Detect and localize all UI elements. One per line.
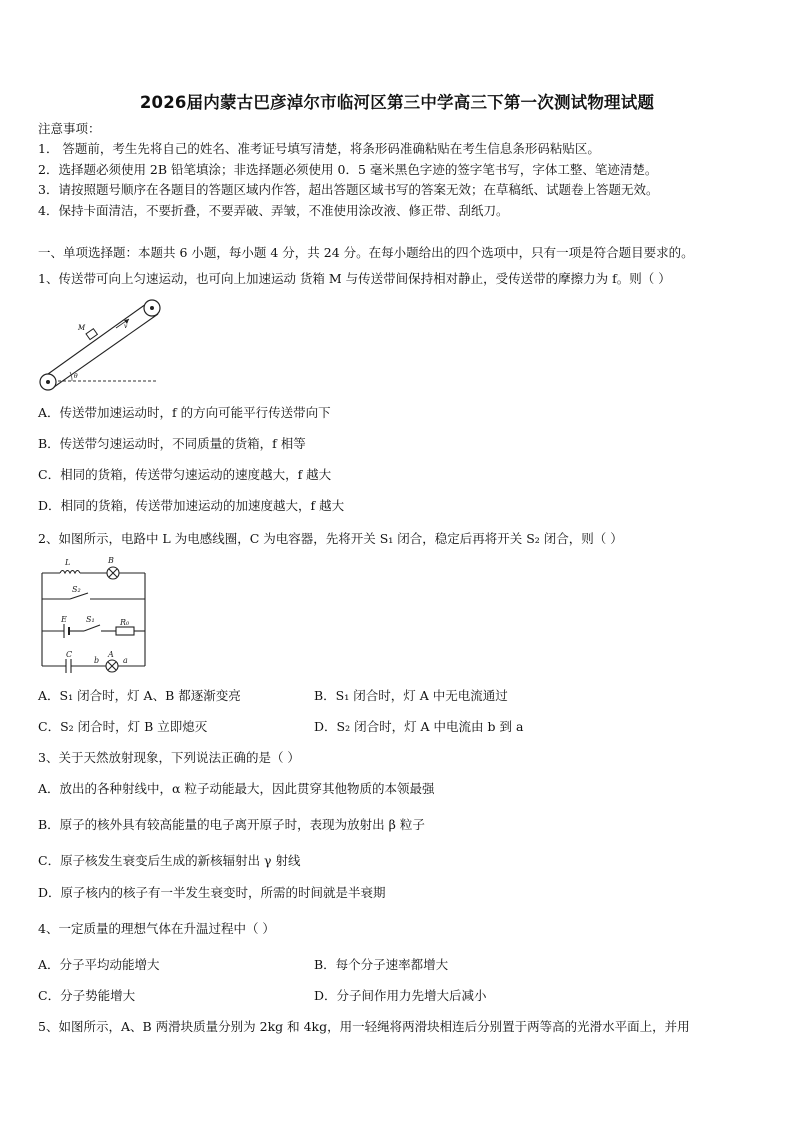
q3-option-a: A．放出的各种射线中，α 粒子动能最大，因此贯穿其他物质的本领最强 [38,781,435,796]
label-e: E [61,615,67,624]
belt-lower [54,314,158,387]
question-5-stem: 5、如图所示，A、B 两滑块质量分别为 2kg 和 4kg，用一轻绳将两滑块相连后分别置于两等高的光滑水平面上，并用 [38,1019,690,1034]
label-b: B [108,556,114,565]
q3-option-b: B．原子的核外具有较高能量的电子离开原子时，表现为放射出 β 粒子 [38,817,425,832]
inductor-coil [60,571,80,574]
question-4-stem: 4、一定质量的理想气体在升温过程中（ ） [38,921,275,936]
label-b-node: b [94,656,100,665]
q4-option-c: C．分子势能增大 [38,988,136,1003]
label-a-node: a [123,656,128,665]
angle-arc [70,372,72,381]
q3-option-c: C．原子核发生衰变后生成的新核辐射出 γ 射线 [38,853,301,868]
label-s1: S₁ [86,615,95,624]
label-c: C [66,650,73,659]
exam-title: 2026届内蒙古巴彦淖尔市临河区第三中学高三下第一次测试物理试题 [139,93,655,112]
notice-heading: 注意事项： [38,121,101,136]
notice-item: 4．保持卡面清洁，不要折叠，不要弄破、弄皱，不准使用涂改液、修正带、刮纸刀。 [38,203,509,218]
q1-option-d: D．相同的货箱，传送带加速运动的加速度越大，f 越大 [38,498,345,513]
box-label: M [78,324,86,332]
pulley-top-axle [150,306,154,310]
angle-label: θ [74,373,78,380]
pulley-bottom-axle [46,380,50,384]
q3-option-d: D．原子核内的核子有一半发生衰变时，所需的时间就是半衰期 [38,885,386,900]
q2-option-c: C．S₂ 闭合时，灯 B 立即熄灭 [38,719,208,734]
q1-option-c: C．相同的货箱，传送带匀速运动的速度越大，f 越大 [38,467,332,482]
label-s2: S₂ [72,585,81,594]
switch-s1 [84,625,100,631]
q4-option-d: D．分子间作用力先增大后减小 [314,988,487,1003]
label-a-lamp: A [108,650,114,659]
notice-item: 2．选择题必须使用 2B 铅笔填涂；非选择题必须使用 0．5 毫米黑色字迹的签字笔书写，字体工整、笔迹清楚。 [38,162,658,177]
q2-option-d: D．S₂ 闭合时，灯 A 中电流由 b 到 a [314,719,524,734]
q2-option-a: A．S₁ 闭合时，灯 A、B 都逐渐变亮 [38,688,241,703]
notice-item: 1． 答题前，考生先将自己的姓名、准考证号填写清楚，将条形码准确粘贴在考生信息条形码粘贴区。 [38,141,600,156]
belt-upper [41,304,146,379]
question-1-stem: 1、传送带可向上匀速运动，也可向上加速运动 货箱 M 与传送带间保持相对静止，受传送带的摩擦力为 f。则（ ） [38,271,671,286]
section-heading: 一、单项选择题：本题共 6 小题，每小题 4 分，共 24 分。在每小题给出的四个选项中，只有一项是符合题目要求的。 [38,245,694,260]
question-2-stem: 2、如图所示，电路中 L 为电感线圈，C 为电容器，先将开关 S₁ 闭合，稳定后再将开关 S₂ 闭合，则（ ） [38,531,623,546]
velocity-label: v [124,323,128,330]
cargo-box [86,329,97,340]
label-r0: R₀ [120,618,130,627]
notice-item: 3．请按照题号顺序在各题目的答题区域内作答，超出答题区域书写的答案无效；在草稿纸、试题卷上答题无效。 [38,182,659,197]
q1-option-b: B．传送带匀速运动时，不同质量的货箱，f 相等 [38,436,306,451]
conveyor-belt-figure [36,292,162,396]
resistor-r0 [116,627,134,635]
q4-option-a: A．分子平均动能增大 [38,957,160,972]
question-3-stem: 3、关于天然放射现象，下列说法正确的是（ ） [38,750,300,765]
label-l: L [65,558,71,567]
q4-option-b: B．每个分子速率都增大 [314,957,449,972]
q2-option-b: B．S₁ 闭合时，灯 A 中无电流通过 [314,688,508,703]
circuit-figure [38,553,150,670]
q1-option-a: A．传送带加速运动时，f 的方向可能平行传送带向下 [38,405,331,420]
